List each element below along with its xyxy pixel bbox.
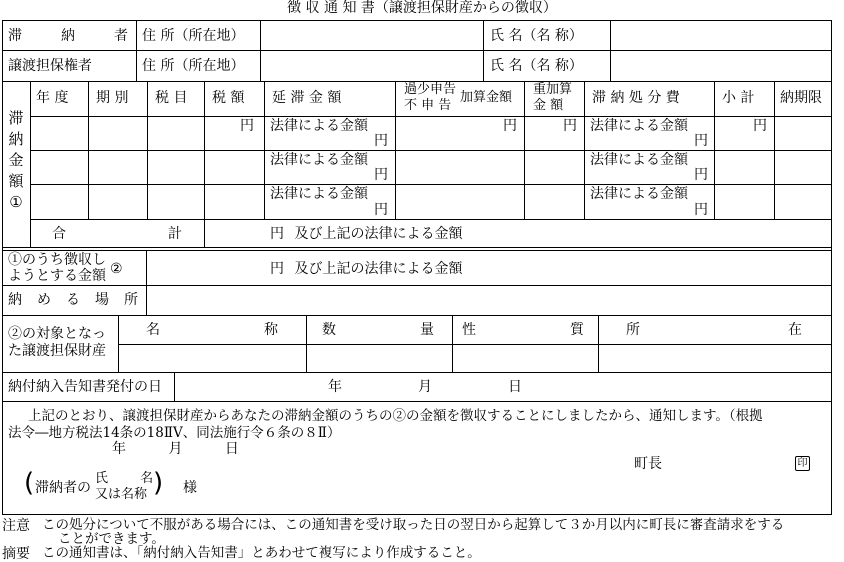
by-law-amount: 法律による金額 (270, 186, 368, 202)
header-deadline: 納期限 (780, 90, 822, 106)
addressee-name-1: 氏 名 (95, 471, 154, 486)
taxpayer-name-label: 氏 名（名 称） (490, 28, 583, 44)
yen-unit: 円 (374, 133, 388, 149)
by-law-amount: 法律による金額 (270, 152, 368, 168)
header-delinquency: 延 滞 金 額 (272, 90, 342, 106)
collect-text: 円 及び上記の法律による金額 (270, 261, 463, 277)
arrears-side-label (8, 108, 24, 213)
left-paren: ( (24, 468, 35, 498)
side-label-char: ① (9, 193, 23, 211)
side-label-char: 額 (8, 172, 24, 190)
notice-date-year: 年 (328, 379, 342, 395)
right-paren: ) (153, 468, 164, 498)
note-line-2: ことができます。 (58, 531, 165, 547)
header-period: 期 別 (96, 90, 129, 106)
header-under-declaration-1: 過少申告 (404, 82, 457, 97)
yen-unit: 円 (563, 118, 577, 134)
yen-unit: 円 (694, 202, 708, 218)
taxpayer-label: 滞 納 者 (8, 28, 128, 44)
document-title: 徴 収 通 知 書（譲渡担保財産からの徴収） (287, 0, 557, 16)
by-law-amount: 法律による金額 (590, 152, 688, 168)
body-line-2: 法令―地方税法14条の18ⅡⅤ、同法施行令６条の８Ⅱ） (8, 425, 341, 441)
payment-place-label: 納 め る 場 所 (8, 292, 138, 308)
header-disposal-cost: 滞 納 処 分 費 (592, 90, 680, 106)
total-label: 合 計 (52, 226, 182, 242)
header-under-declaration-3: 加算金額 (460, 90, 513, 105)
by-law-amount: 法律による金額 (590, 186, 688, 202)
header-tax-amount: 税 額 (212, 90, 245, 106)
header-tax-item: 税 目 (155, 90, 188, 106)
header-heavy-1: 重加算 (533, 82, 573, 97)
addressee-prefix: 滞納者の (35, 480, 91, 496)
holder-label: 譲渡担保権者 (8, 58, 92, 74)
collect-marker: ② (110, 261, 123, 277)
notice-date-label: 納付納入告知書発付の日 (8, 379, 162, 395)
yen-unit: 円 (694, 167, 708, 183)
side-label-char: 金 (8, 151, 24, 169)
header-heavy-2: 金 額 (533, 98, 564, 113)
side-label-char: 滞 (8, 109, 24, 127)
property-qty-header: 数 量 (322, 322, 434, 338)
property-name-header: 名 称 (146, 322, 278, 338)
yen-unit: 円 (753, 118, 767, 134)
collect-label-1: ①のうち徴収し (8, 252, 106, 268)
yen-unit: 円 (503, 118, 517, 134)
header-subtotal: 小 計 (722, 90, 755, 106)
yen-unit: 円 (240, 118, 254, 134)
notice-date-day: 日 (508, 379, 522, 395)
note-label: 注意 (2, 518, 30, 534)
total-text: 円 及び上記の法律による金額 (270, 226, 463, 242)
by-law-amount: 法律による金額 (270, 118, 368, 134)
property-nature-header: 性 質 (462, 322, 584, 338)
body-line-1: 上記のとおり、譲渡担保財産からあなたの滞納金額のうちの②の金額を徴収することにしましたから、通知します。（根拠 (28, 408, 763, 424)
holder-address-label: 住 所（所在地） (142, 58, 245, 74)
holder-name-label: 氏 名（名 称） (490, 58, 583, 74)
property-location-header: 所 在 (626, 322, 802, 338)
yen-unit: 円 (694, 133, 708, 149)
header-year: 年 度 (36, 90, 69, 106)
notice-date-month: 月 (418, 379, 432, 395)
yen-unit: 円 (374, 202, 388, 218)
by-law-amount: 法律による金額 (590, 118, 688, 134)
collect-label-2: ようとする金額 (8, 268, 106, 284)
issue-date: 年 月 日 (112, 441, 239, 457)
property-label-1: ②の対象となっ (8, 326, 106, 342)
seal-mark: 印 (795, 456, 810, 471)
side-label-char: 納 (8, 130, 24, 148)
summary-text: この通知書は、「納付納入告知書」とあわせて複写により作成すること。 (42, 545, 481, 561)
yen-unit: 円 (374, 167, 388, 183)
property-label-2: た譲渡担保財産 (8, 343, 106, 359)
honorific: 様 (183, 480, 197, 496)
mayor-label: 町長 (634, 456, 662, 472)
note-line-1: この処分について不服がある場合には、この通知書を受け取った日の翌日から起算して３か月以内に町長に審査請求をする (42, 517, 785, 533)
summary-label: 摘要 (2, 546, 30, 562)
header-under-declaration-2: 不 申 告 (404, 98, 452, 113)
addressee-name-2: 又は名称 (95, 487, 148, 502)
taxpayer-address-label: 住 所（所在地） (142, 28, 245, 44)
